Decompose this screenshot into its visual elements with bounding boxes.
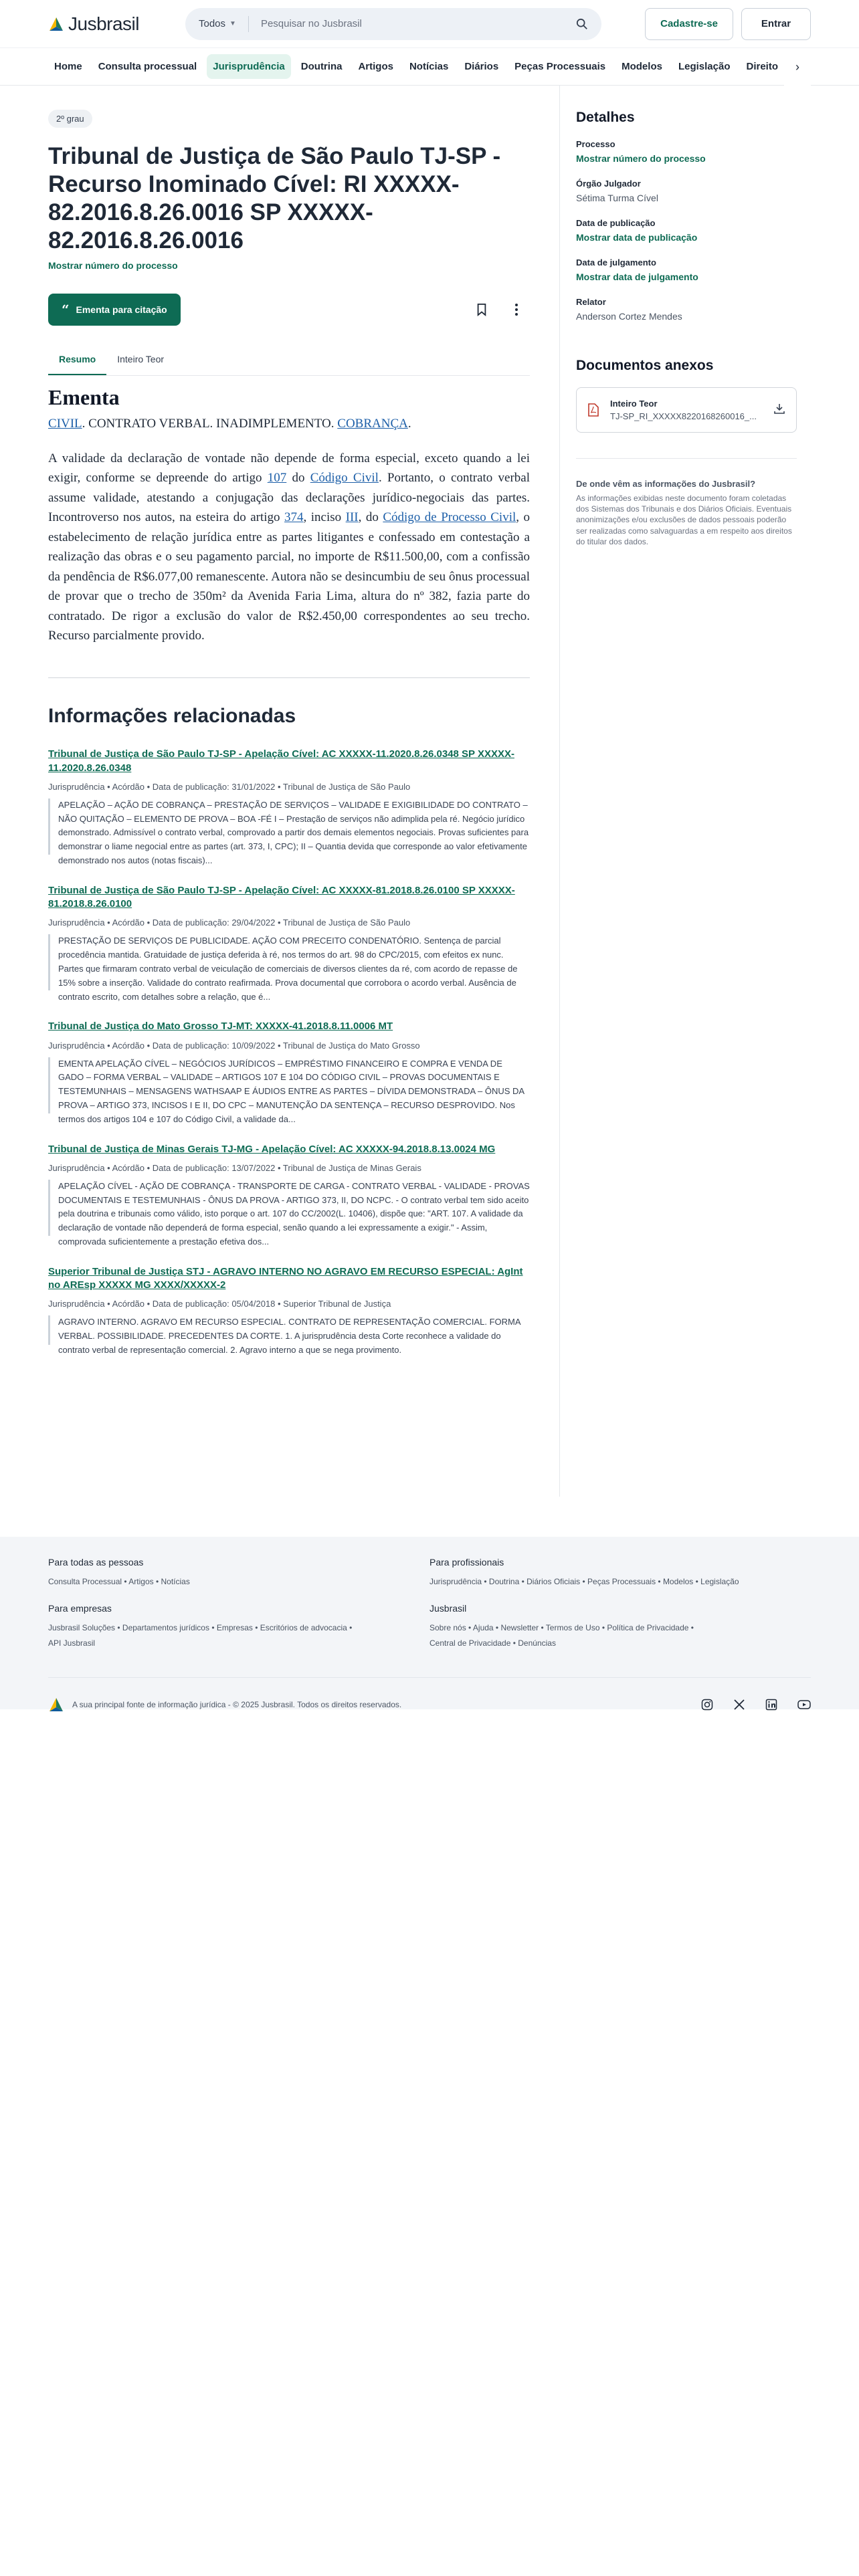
ementa-text: , do — [358, 510, 383, 525]
nav-scroll-right-icon[interactable]: › — [784, 48, 811, 86]
ementa-body — [48, 449, 530, 645]
main-nav — [0, 48, 859, 86]
related-list — [48, 748, 530, 1355]
page-layout — [0, 86, 859, 1497]
show-process-number-link[interactable]: Mostrar número do processo — [576, 153, 706, 164]
footer-pro-heading: Para profissionais — [430, 1557, 504, 1568]
process-label: Processo — [576, 139, 615, 149]
nav-item-direito[interactable]: Direito — [746, 61, 779, 72]
artigo-374-link[interactable]: 374 — [284, 510, 304, 525]
related-item-excerpt: PRESTAÇÃO DE SERVIÇOS DE PUBLICIDADE. AÇÃO COM PRECEITO CONDENATÓRIO. Sentença de parcial procedência mantida. Gratuidade de justiça deferida à ré, nos termos do art. 98 do CPC/2015, com efeitos ex nunc. Partes que firmaram contrato verbal de veiculação de comerciais de diversos clientes da ré, com acordo de repasse de 15% sobre a inserção. Validade do contrato reafirmada. Prova documental que corrobora o acordo verbal. Ausência de contrato escrito, com detalhes sobre a relação, que é... — [48, 934, 530, 990]
related-item — [48, 1143, 530, 1247]
related-item-excerpt: APELAÇÃO – AÇÃO DE COBRANÇA – PRESTAÇÃO DE SERVIÇOS – VALIDADE E EXIGIBILIDADE DO CONTRATO – NÃO QUITAÇÃO – ELEMENTO DE PROVA – BOA -FÉ I – Prestação de serviços não adimplida pela ré. Negócio jurídico demonstrado. Admissível o contrato verbal, comprovado a partir dos demais elementos negociais. Provas suficientes para demonstrar o liame negocial entre as partes (art. 373, I, CPC); II – Quantia devida que corresponde ao valor efetivamente demonstrado nos autos (notas fiscais)... — [48, 798, 530, 855]
source-heading: De onde vêm as informações do Jusbrasil? — [576, 479, 756, 489]
search-bar — [185, 8, 601, 40]
related-item-meta: Jurisprudência • Acórdão • Data de publicação: 13/07/2022 • Tribunal de Justiça de Minas Gerais — [48, 1162, 421, 1173]
related-item — [48, 1020, 530, 1124]
cite-ementa-label: Ementa para citação — [76, 304, 167, 315]
instagram-icon[interactable] — [701, 1699, 713, 1711]
page-footer — [0, 1537, 859, 1709]
nav-item-modelos[interactable]: Modelos — [622, 61, 662, 72]
related-item-title[interactable]: Tribunal de Justiça do Mato Grosso TJ-MT: XXXXX-41.2018.8.11.0006 MT — [48, 1021, 393, 1033]
footer-pro-links[interactable]: Jurisprudência • Doutrina • Diários Oficiais • Peças Processuais • Modelos • Legislação — [430, 1577, 739, 1586]
chevron-down-icon: ▼ — [229, 20, 236, 27]
logo-text: Jusbrasil — [68, 13, 139, 34]
related-item — [48, 1265, 530, 1355]
judging-body-value: Sétima Turma Cível — [576, 193, 658, 203]
related-item-title[interactable]: Tribunal de Justiça de São Paulo TJ-SP - Apelação Cível: AC XXXXX-11.2020.8.26.0348 SP XXXXX-11.2020.8.26.0348 — [48, 748, 514, 774]
rapporteur-value: Anderson Cortez Mendes — [576, 311, 682, 322]
related-item-meta: Jurisprudência • Acórdão • Data de publicação: 10/09/2022 • Tribunal de Justiça do Mato Grosso — [48, 1040, 420, 1051]
sidebar-divider — [576, 458, 797, 459]
linkedin-icon[interactable] — [765, 1699, 777, 1711]
judging-body-label: Órgão Julgador — [576, 179, 641, 189]
section-divider — [48, 677, 530, 678]
ementa-keywords — [48, 417, 530, 431]
source-text: As informações exibidas neste documento foram coletadas dos Sistemas dos Tribunais e dos Diários Oficiais. Eventuais anonimizações e/ou exclusões de dados pessoais poderão ser realizadas como salvaguardas a em respeito aos direitos do titular dos dados. — [576, 494, 792, 546]
logo-mark-icon — [48, 16, 64, 32]
footer-jusbrasil-links[interactable] — [430, 1620, 811, 1651]
rapporteur-label: Relator — [576, 297, 606, 307]
attachment-name: Inteiro Teor — [610, 399, 658, 409]
footer-business-heading: Para empresas — [48, 1602, 112, 1614]
related-item — [48, 884, 530, 1002]
nav-item-consulta-processual[interactable]: Consulta processual — [98, 61, 197, 72]
footer-bottom — [48, 1677, 811, 1713]
codigo-civil-link[interactable]: Código Civil — [310, 471, 379, 486]
nav-item-legislacao[interactable]: Legislação — [678, 61, 731, 72]
nav-item-home[interactable]: Home — [54, 61, 82, 72]
related-item-title[interactable]: Tribunal de Justiça de São Paulo TJ-SP - Apelação Cível: AC XXXXX-81.2018.8.26.0100 SP XXXXX-81.2018.8.26.0100 — [48, 884, 515, 910]
footer-jusbrasil-links-line[interactable]: Central de Privacidade • Denúncias — [430, 1638, 556, 1648]
related-item-meta: Jurisprudência • Acórdão • Data de publicação: 31/01/2022 • Tribunal de Justiça de São Paulo — [48, 781, 411, 792]
search-icon[interactable] — [576, 18, 588, 30]
footer-columns — [48, 1557, 811, 1650]
keyword-civil-link[interactable]: CIVIL — [48, 417, 82, 431]
nav-item-diarios[interactable]: Diários — [464, 61, 499, 72]
ementa-text: , inciso — [303, 510, 346, 525]
nav-item-noticias[interactable]: Notícias — [409, 61, 449, 72]
related-item-excerpt: APELAÇÃO CÍVEL - AÇÃO DE COBRANÇA - TRANSPORTE DE CARGA - CONTRATO VERBAL - VALIDADE - PROVAS DOCUMENTAIS E TESTEMUNHAIS - ÔNUS DA PROVA - ARTIGO 373, II, DO NCPC. - O contrato verbal tem sido aceito pela doutrina e tribunais como válido, isto porque o art. 107 do CC/2002(L. 10406), dispõe que: "ART. 107. A validade da declaração de vontade não dependerá de forma especial, senão quando a lei expressamente a exigir." - Assim, comprovada suficientemente a prestação efetiva dos... — [48, 1180, 530, 1236]
content-tabs — [48, 344, 530, 376]
search-scope-select[interactable] — [199, 16, 249, 32]
ementa-text: do — [286, 471, 310, 486]
related-item-meta: Jurisprudência • Acórdão • Data de publicação: 05/04/2018 • Superior Tribunal de Justiça — [48, 1299, 391, 1309]
nav-item-jurisprudencia[interactable]: Jurisprudência — [207, 54, 291, 79]
ementa-text: A validade da declaração de vontade não depende de forma especial, exceto quando a lei exigir, conforme se depreende do artigo — [48, 451, 530, 486]
jusbrasil-logo[interactable] — [48, 13, 179, 35]
action-row — [48, 294, 530, 326]
tab-inteiro-teor[interactable]: Inteiro Teor — [117, 354, 165, 364]
footer-business-links-line[interactable]: Jusbrasil Soluções • Departamentos jurídicos • Empresas • Escritórios de advocacia • — [48, 1622, 353, 1632]
publication-date-label: Data de publicação — [576, 218, 656, 228]
ementa-text: . Portanto, o contrato verbal assume validade, atestando a conjugação das declarações jurídico-negociais das partes. Incontroverso nos autos, na esteira do artigo — [48, 471, 531, 525]
instance-badge: 2º grau — [48, 110, 92, 128]
inciso-iii-link[interactable]: III — [345, 510, 359, 525]
attachments-heading: Documentos anexos — [576, 358, 714, 373]
footer-copyright: A sua principal fonte de informação jurídica - © 2025 Jusbrasil. Todos os direitos reservados. — [72, 1700, 402, 1710]
details-sidebar — [560, 86, 797, 1497]
search-scope-value: Todos — [199, 18, 226, 29]
header-actions — [645, 8, 811, 40]
related-item-meta: Jurisprudência • Acórdão • Data de publicação: 29/04/2022 • Tribunal de Justiça de São Paulo — [48, 918, 411, 928]
quote-icon: “ — [62, 302, 70, 318]
main-content — [48, 86, 530, 1497]
related-item-excerpt: AGRAVO INTERNO. AGRAVO EM RECURSO ESPECIAL. CONTRATO DE REPRESENTAÇÃO COMERCIAL. FORMA VERBAL. POSSIBILIDADE. PRECEDENTES DA CORTE. 1. A jurisprudência desta Corte reconhece a validade do contrato verbal de representação comercial. 2. Agravo interno a que se nega provimento. — [48, 1315, 530, 1345]
tab-resumo[interactable]: Resumo — [48, 344, 106, 375]
show-judgment-date-link[interactable]: Mostrar data de julgamento — [576, 272, 698, 282]
signup-button[interactable]: Cadastre-se — [645, 8, 733, 40]
bookmark-icon[interactable] — [468, 296, 495, 323]
artigo-107-link[interactable]: 107 — [267, 471, 287, 486]
related-item-title[interactable]: Superior Tribunal de Justiça STJ - AGRAVO INTERNO NO AGRAVO EM RECURSO ESPECIAL: AgInt no AREsp XXXXX MG XXXX/XXXXX-2 — [48, 1265, 523, 1291]
footer-jusbrasil-links-line[interactable]: Sobre nós • Ajuda • Newsletter • Termos de Uso • Política de Privacidade • — [430, 1622, 694, 1632]
footer-jusbrasil-heading: Jusbrasil — [430, 1602, 467, 1614]
page-title: Tribunal de Justiça de São Paulo TJ-SP - Recurso Inominado Cível: RI XXXXX-82.2016.8.26.0016 SP XXXXX-82.2016.8.26.0016 — [48, 143, 501, 253]
footer-people-links[interactable]: Consulta Processual • Artigos • Notícias — [48, 1577, 190, 1586]
attachment-info — [610, 399, 757, 421]
more-options-icon[interactable] — [503, 296, 530, 323]
show-publication-date-link[interactable]: Mostrar data de publicação — [576, 232, 698, 243]
keyword-end: . — [407, 417, 411, 431]
footer-people-heading: Para todas as pessoas — [48, 1557, 144, 1568]
ementa-text: , o estabelecimento de relação jurídica entre as partes litigantes e confessado em contestação a realização das obras e o seu pagamento parcial, no importe de R$11.500,00, com a confissão da pendência de R$6.077,00 remanescente. Autora não se desincumbiu de seu ônus processual de provar que o trecho de 350m² da Avenida Faria Lima, altura do nº 382, fazia parte do contratado. De rigor a exclusão do valor de R$2.450,00 correspondentes ao seu trecho. Recurso parcialmente provido. — [48, 510, 531, 643]
ementa-heading: Ementa — [48, 385, 120, 409]
keyword-cobranca-link[interactable]: COBRANÇA — [337, 417, 408, 431]
related-item — [48, 748, 530, 866]
footer-col-right — [430, 1557, 811, 1650]
top-header — [0, 0, 859, 48]
cite-ementa-button[interactable] — [48, 294, 181, 326]
show-process-link[interactable]: Mostrar número do processo — [48, 260, 178, 271]
pdf-file-icon — [587, 403, 599, 417]
login-button[interactable]: Entrar — [741, 8, 811, 40]
nav-item-doutrina[interactable]: Doutrina — [300, 61, 343, 72]
footer-business-links-line[interactable]: API Jusbrasil — [48, 1638, 96, 1648]
footer-col-left — [48, 1557, 430, 1650]
download-icon[interactable] — [773, 403, 785, 418]
doc-actions — [468, 296, 530, 323]
social-links — [701, 1699, 811, 1711]
youtube-icon[interactable] — [797, 1699, 811, 1711]
search-input[interactable] — [249, 18, 576, 29]
related-item-excerpt: EMENTA APELAÇÃO CÍVEL – NEGÓCIOS JURÍDICOS – EMPRÉSTIMO FINANCEIRO E COMPRA E VENDA DE GADO – FORMA VERBAL – VALIDADE – ARTIGOS 107 E 104 DO CÓDIGO CIVIL – PROVAS DOCUMENTAIS E TESTEMUNHAIS – MENSAGENS WATHSAAP E ÁUDIOS ENTRE AS PARTES – DÍVIDA DEMONSTRADA – ÔNUS DA PROVA – ARTIGO 373, INCISOS I E II, DO CPC – MANUTENÇÃO DA SENTENÇA – RECURSO DESPROVIDO. Nos termos dos artigos 104 e 107 do Código Civil, a validade da... — [48, 1057, 530, 1113]
nav-item-pecas-processuais[interactable]: Peças Processuais — [514, 61, 606, 72]
footer-business-links[interactable] — [48, 1620, 430, 1651]
related-heading: Informações relacionadas — [48, 705, 296, 728]
nav-item-artigos[interactable]: Artigos — [358, 61, 393, 72]
footer-logo-icon — [48, 1697, 64, 1713]
details-heading: Detalhes — [576, 110, 635, 125]
attachment-card[interactable] — [576, 387, 797, 433]
judgment-date-label: Data de julgamento — [576, 257, 656, 267]
related-item-title[interactable]: Tribunal de Justiça de Minas Gerais TJ-MG - Apelação Cível: AC XXXXX-94.2018.8.13.0024 MG — [48, 1143, 496, 1155]
x-twitter-icon[interactable] — [733, 1699, 745, 1711]
attachment-filename: TJ-SP_RI_XXXXX8220168260016_... — [610, 411, 757, 421]
cpc-link[interactable]: Código de Processo Civil — [383, 510, 516, 525]
keyword-text: . CONTRATO VERBAL. INADIMPLEMENTO. — [82, 417, 338, 431]
